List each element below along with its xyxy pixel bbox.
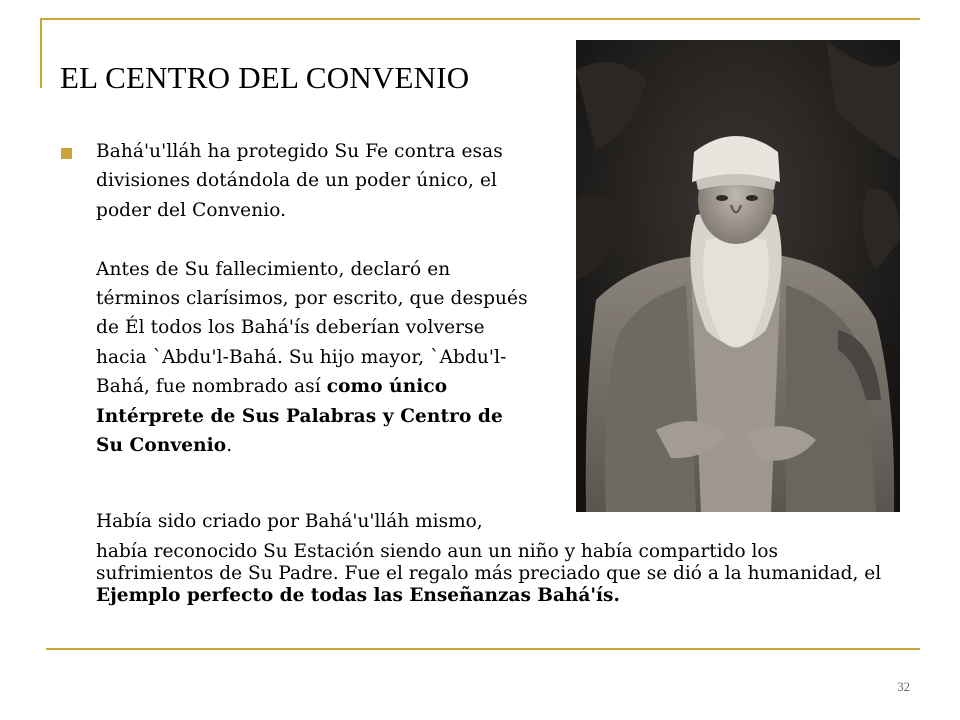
frame-bottom-rule xyxy=(46,648,920,650)
slide-body xyxy=(96,137,536,460)
bullet-square-icon xyxy=(61,148,72,159)
slide-title: EL CENTRO DEL CONVENIO xyxy=(60,60,470,95)
photo-icon xyxy=(576,40,900,512)
frame-top-rule xyxy=(40,18,920,20)
paragraph-upbringing xyxy=(96,541,896,607)
paragraph-succession xyxy=(96,255,536,461)
paragraph-upbringing-first-line: Había sido criado por Bahá'u'lláh mismo, xyxy=(96,511,483,532)
frame-left-rule xyxy=(40,18,42,88)
succession-text: Antes de Su fallecimiento, declaró en términos clarísimos, por escrito, que después de Él todos los Bahá'ís deberían volverse hacia `Abdu'l-Bahá. Su hijo mayor, `Abdu'l-Bahá, fue nombrado así xyxy=(96,258,528,398)
upbringing-emphasis: Ejemplo perfecto de todas las Enseñanzas Bahá'ís. xyxy=(96,585,620,606)
page-number: 32 xyxy=(897,680,910,694)
paragraph-covenant-intro: Bahá'u'lláh ha protegido Su Fe contra esas divisiones dotándola de un poder único, el poder del Convenio. xyxy=(96,141,503,221)
succession-period: . xyxy=(226,435,233,457)
succession-emphasis: como único Intérprete de Sus Palabras y Centro de Su Convenio xyxy=(96,376,503,457)
upbringing-text: había reconocido Su Estación siendo aun un niño y había compartido los sufrimientos de Su Padre. Fue el regalo más preciado que se dió a la humanidad, el xyxy=(96,541,882,584)
portrait-photo xyxy=(576,40,900,512)
